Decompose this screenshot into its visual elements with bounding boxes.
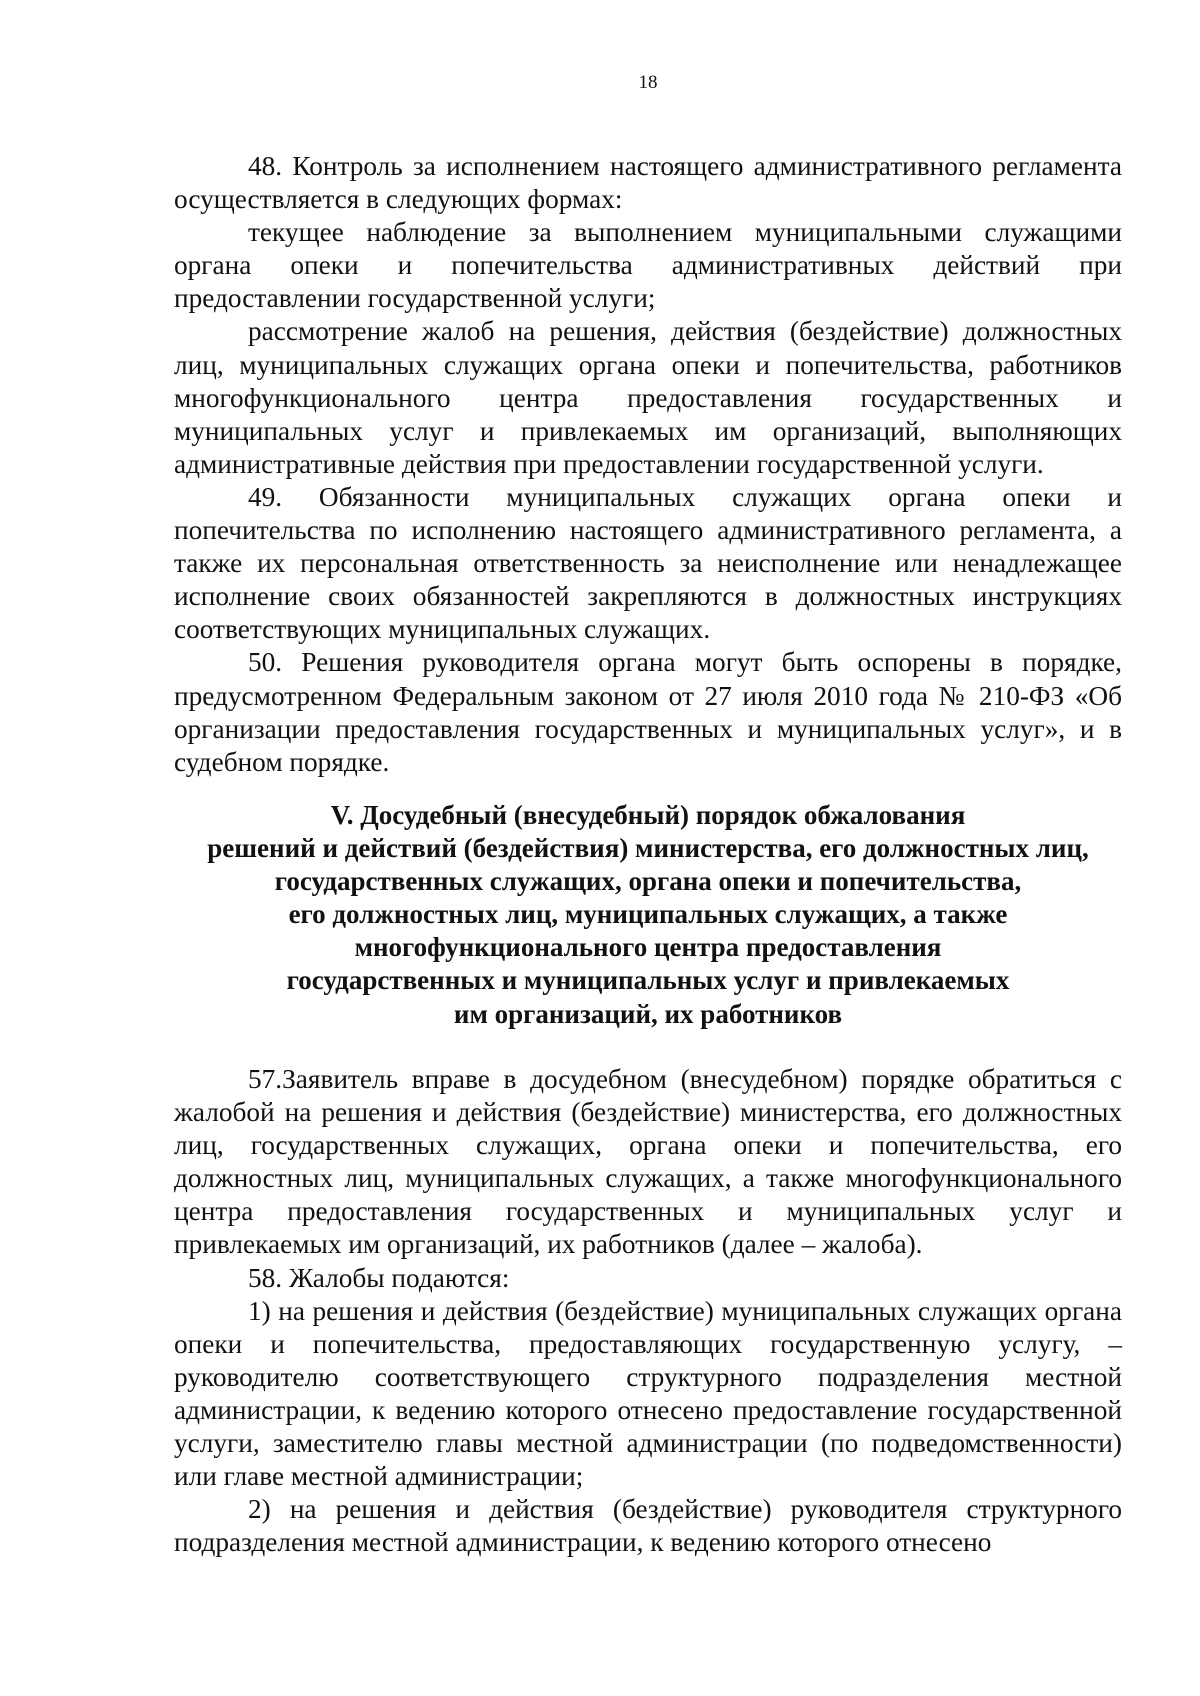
paragraph-57: 57.Заявитель вправе в досудебном (внесудебном) порядке обратиться с жалобой на решения и действия (бездействие) министерства, его должностных лиц, государственных служащих, органа опеки и попечительства, его должностных лиц, муниципальных служащих, а также многофункционального центра предоставления государственных и муниципальных услуг и привлекаемых им организаций, их работников (далее – жалоба).	[174, 1064, 1122, 1260]
paragraph-complaints-review: рассмотрение жалоб на решения, действия (бездействие) должностных лиц, муниципальных служащих органа опеки и попечительства, работников многофункционального центра предоставления государственных и муниципальных услуг и привлекаемых им организаций, выполняющих административные действия при предоставлении государственной услуги.	[174, 316, 1122, 479]
paragraph-50: 50. Решения руководителя органа могут быть оспорены в порядке, предусмотренном Федеральным законом от 27 июля 2010 года № 210-ФЗ «Об организации предоставления государственных и муниципальных услуг», и в судебном порядке.	[174, 647, 1122, 777]
section-heading-line: государственных служащих, органа опеки и попечительства,	[274, 866, 1022, 897]
paragraph-48: 48. Контроль за исполнением настоящего административного регламента осуществляется в следующих формах:	[174, 151, 1122, 215]
paragraph-49: 49. Обязанности муниципальных служащих органа опеки и попечительства по исполнению настоящего административного регламента, а также их персональная ответственность за неисполнение или ненадлежащее исполнение своих обязанностей закрепляются в должностных инструкциях соответствующих муниципальных служащих.	[174, 481, 1122, 645]
section-heading	[174, 799, 1122, 1031]
section-heading-line: им организаций, их работников	[453, 998, 843, 1029]
body-text-top	[174, 150, 1122, 779]
list-item-2: 2) на решения и действия (бездействие) руководителя структурного подразделения местной администрации, к ведению которого отнесено	[174, 1494, 1122, 1558]
page-number: 18	[638, 72, 658, 93]
section-heading-line: многофункционального центра предоставления	[354, 932, 942, 963]
list-item-1: 1) на решения и действия (бездействие) муниципальных служащих органа опеки и попечительства, предоставляющих государственную услугу, – руководителю соответствующего структурного подразделения местной администрации, к ведению которого отнесено предоставление государственной услуги, заместителю главы местной администрации (по подведомственности) или главе местной администрации;	[174, 1295, 1122, 1492]
paragraph-58: 58. Жалобы подаются:	[248, 1262, 510, 1293]
section-heading-line: V. Досудебный (внесудебный) порядок обжалования	[330, 800, 966, 830]
section-heading-line: решений и действий (бездействия) министерства, его должностных лиц,	[207, 833, 1089, 864]
paragraph-current-monitoring: текущее наблюдение за выполнением муниципальными служащими органа опеки и попечительства административных действий при предоставлении государственной услуги;	[174, 217, 1122, 314]
section-heading-line: его должностных лиц, муниципальных служащих, а также	[288, 899, 1008, 930]
body-text-bottom	[174, 1063, 1122, 1559]
section-heading-line: государственных и муниципальных услуг и привлекаемых	[286, 965, 1010, 996]
